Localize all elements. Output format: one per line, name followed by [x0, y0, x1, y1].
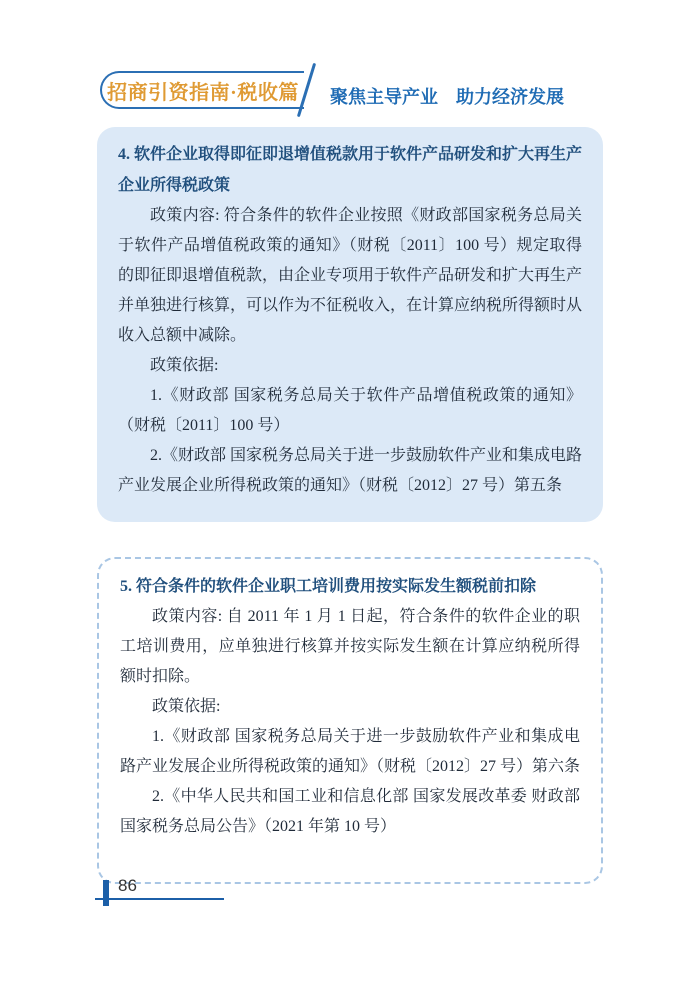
policy-paragraph: 1.《财政部 国家税务总局关于软件产品增值税政策的通知》（财税〔2011〕100 号） [118, 387, 582, 434]
policy-title-5: 5. 符合条件的软件企业职工培训费用按实际发生额税前扣除 [120, 578, 537, 595]
policy-card-5 [97, 557, 603, 884]
footer-rule [95, 898, 224, 900]
page-number: 86 [118, 876, 137, 895]
policy-body-5 [120, 602, 580, 842]
policy-body-4 [118, 201, 582, 501]
header-slogan: 聚焦主导产业 助力经济发展 [330, 87, 564, 107]
policy-paragraph: 2.《中华人民共和国工业和信息化部 国家发展改革委 财政部国家税务总局公告》（2021 年第 10 号） [120, 788, 580, 835]
policy-paragraph: 政策内容: 自 2011 年 1 月 1 日起，符合条件的软件企业的职工培训费用，应单独进行核算并按实际发生额在计算应纳税所得额时扣除。 [120, 608, 580, 685]
policy-title-4: 4. 软件企业取得即征即退增值税款用于软件产品研发和扩大再生产企业所得税政策 [118, 146, 583, 194]
policy-paragraph: 2.《财政部 国家税务总局关于进一步鼓励软件产业和集成电路产业发展企业所得税政策的通知》（财税〔2012〕27 号）第五条 [118, 447, 583, 494]
header-badge [100, 71, 304, 109]
policy-paragraph: 政策内容: 符合条件的软件企业按照《财政部国家税务总局关于软件产品增值税政策的通知》（财税〔2011〕100 号）规定取得的即征即退增值税款，由企业专项用于软件产品研发和扩大再生产并单独进行核算，可以作为不征税收入，在计算应纳税所得额时从收入总额中减除。 [118, 207, 583, 344]
page-number-bar [103, 880, 109, 906]
policy-card-4 [97, 127, 603, 522]
policy-paragraph: 政策依据: [152, 698, 221, 715]
badge-title: 招商引资指南·税收篇 [107, 81, 299, 104]
policy-paragraph: 1.《财政部 国家税务总局关于进一步鼓励软件产业和集成电路产业发展企业所得税政策的通知》（财税〔2012〕27 号）第六条 [120, 728, 581, 775]
policy-paragraph: 政策依据: [150, 357, 219, 374]
